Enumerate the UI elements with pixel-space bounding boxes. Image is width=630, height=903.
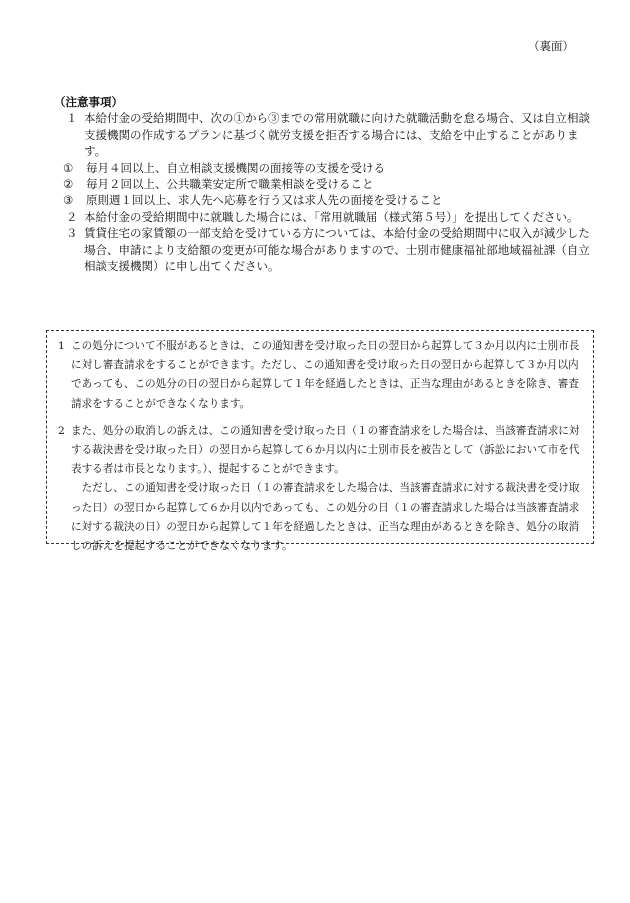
paragraph-text: また、処分の取消しの訴えは、この通知書を受け取った日（１の審査請求をした場合は、当該審査請求に対する裁決書を受け取った日）の翌日から起算して６か月以内に士別市長を被告として（訴訟において市を代表する者は市長となります。）、提起することができます。 — [71, 424, 580, 476]
appeal-notice-box — [46, 330, 594, 553]
appeal-paragraph-2 — [57, 422, 581, 556]
note-item-1 — [56, 110, 596, 159]
note-text: 賃貸住宅の家賃額の一部支給を受けている方については、本給付金の受給期間中に収入が減少した場合、申請により支給額の変更が可能な場合がありますので、士別市健康福祉部地域福祉課（自立相談支援機関）に申し出てください。 — [84, 226, 590, 274]
requirement-item-1 — [46, 160, 596, 176]
requirement-item-2 — [46, 176, 596, 192]
note-number: １ — [66, 111, 78, 126]
requirement-text: 毎月２回以上、公共職業安定所で職業相談を受けること — [86, 177, 374, 192]
note-item-3 — [56, 225, 596, 274]
page-side-label: （裏面） — [528, 39, 574, 53]
notes-section — [56, 94, 596, 274]
note-number: ３ — [66, 226, 78, 241]
paragraph-proviso: ただし、この通知書を受け取った日（１の審査請求をした場合は、当該審査請求に対する裁決書を受け取った日）の翌日から起算して６か月以内であっても、この処分の日（１の審査請求した場合は当該審査請求に対する裁決の日）の翌日から起算して１年を経過したときは、正当な理由があるときを除き、処分の取消しの訴えを提起することができなくなります。 — [71, 482, 580, 553]
note-text: 本給付金の受給期間中、次の①から③までの常用就職に向けた就職活動を怠る場合、又は自立相談支援機関の作成するプランに基づく就労支援を拒否する場合には、支給を中止することがあります。 — [84, 111, 590, 159]
job-search-requirements-list — [56, 160, 596, 209]
requirement-marker: ① — [63, 160, 74, 175]
appeal-paragraph-1 — [57, 337, 581, 414]
paragraph-text: この処分について不服があるときは、この通知書を受け取った日の翌日から起算して３か月以内に士別市長に対し審査請求をすることができます。ただし、この通知書を受け取った日の翌日から起算して３か月以内であっても、この処分の日の翌日から起算して１年を経過したときは、正当な理由があるときを除き、審査請求をすることができなくなります。 — [71, 340, 580, 410]
requirement-marker: ② — [63, 177, 74, 192]
note-text: 本給付金の受給期間中に就職した場合には、「常用就職届（様式第５号）」を提出してください。 — [84, 209, 579, 224]
requirement-text: 毎月４回以上、自立相談支援機関の面接等の支援を受ける — [86, 160, 385, 175]
note-number: ２ — [66, 209, 78, 224]
requirement-marker: ③ — [63, 193, 74, 208]
paragraph-number: 2 — [58, 424, 65, 437]
requirement-item-3 — [46, 192, 596, 208]
requirement-text: 原則週１回以上、求人先へ応募を行う又は求人先の面接を受けること — [86, 193, 443, 208]
paragraph-number: 1 — [58, 340, 65, 352]
note-item-2 — [56, 209, 596, 225]
notes-heading: （注意事項） — [54, 95, 123, 109]
